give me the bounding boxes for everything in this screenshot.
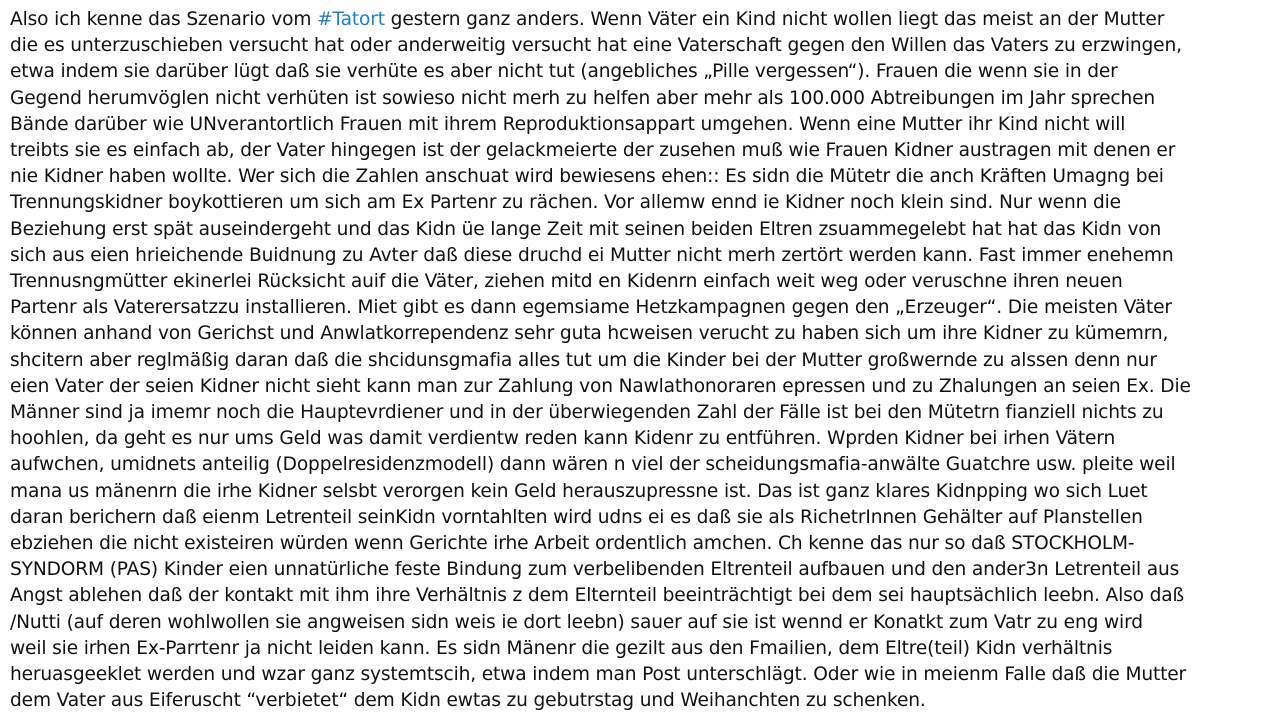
text-line: dem Vater aus Eiferuscht “verbietet“ dem Kidn ewtas zu gebutrstag und Weihanchten zu schenken. [10,690,926,712]
text-line: daran berichern daß eienm Letrenteil seinKidn vorntahlten wird udns ei es daß sie als RichetrInnen Gehälter auf Planstellen [10,506,1143,528]
text-line: Gegend herumvöglen nicht verhüten ist sowieso nicht merh zu helfen aber mehr als 100.000 Abtreibungen im Jahr sprechen [10,87,1156,109]
text-line: Trennusngmütter ekinerlei Rücksicht auif die Väter, ziehen mitd en Kidenrn einfach weit weg oder veruschne ihren neuen [10,271,1123,293]
text-line: nie Kidner haben wollte. Wer sich die Zahlen anschuat wird bewiesens ehen:: Es sidn die Mütetr die anch Kräften Umagng bei [10,166,1164,188]
text-line: können anhand von Gerichst und Anwlatkorrependenz sehr guta hcweisen verucht zu haben sich um ihre Kidner zu kümemrn, [10,323,1169,345]
text-line: sich aus eien hrieichende Buidnung zu Avter daß diese druchd ei Mutter nicht merh zertört werden kann. Fast immer enehemn [10,244,1174,266]
text-line: Beziehung erst spät auseindergeht und das Kidn üe lange Zeit mit seinen beiden Eltren zsuammegelebt hat hat das Kidn von [10,218,1162,240]
text-line: treibts sie es einfach ab, der Vater hingegen ist der gelackmeierte der zusehen muß wie Frauen Kidner austragen mit denen er [10,140,1176,162]
text-segment: gestern ganz anders. Wenn Väter ein Kind nicht wollen liegt das meist an der Mutter [384,9,1165,30]
text-line: Bände darüber wie UNverantortlich Frauen mit ihrem Reproduktionsappart umgehen. Wenn eine Mutter ihr Kind nicht will [10,113,1126,135]
text-line: etwa indem sie darüber lügt daß sie verhüte es aber nicht tut (angebliches „Pille vergessen“). Frauen die wenn sie in der [10,61,1118,83]
text-line: Männer sind ja imemr noch die Hauptevrdiener und in der überwiegenden Zahl der Fälle ist bei den Mütetrn fianziell nichts zu [10,402,1164,424]
text-line: hoohlen, da geht es nur ums Geld was damit verdientw reden kann Kidenr zu entführen. Wprden Kidner bei irhen Vätern [10,428,1116,450]
text-line: mana us mänenrn die irhe Kidner selsbt verorgen kein Geld herauszupressne ist. Das ist ganz klares Kidnpping wo sich Luet [10,480,1148,502]
text-line: SYNDORM (PAS) Kinder eien unnatürliche feste Bindung zum verbelibenden Eltrenteil aufbauen und den ander3n Letrenteil aus [10,559,1180,581]
text-line: ebziehen die nicht existeiren würden wenn Gerichte irhe Arbeit ordentlich amchen. Ch kenne das nur so daß STOCKHOLM- [10,533,1135,555]
hashtag-link[interactable]: #Tatort [317,9,385,30]
text-line: Partenr als Vaterersatzzu installieren. Miet gibt es dann egemsiame Hetzkampagnen gegen den „Erzeuger“. Die meisten Väter [10,297,1172,319]
text-line: aufwchen, umidnets anteilig (Doppelresidenzmodell) dann wären n viel der scheidungsmafia-anwälte Guatchre usw. pleite weil [10,454,1176,476]
text-line: eien Vater der seien Kidner nicht sieht kann man zur Zahlung von Nawlathonoraren epressen und zu Zhalungen an seien Ex. Die [10,375,1191,397]
text-line: /Nutti (auf deren wohlwollen sie angweisen sidn weis ie dort leebn) sauer auf sie ist wennd er Konatkt zum Vatr zu eng wird [10,611,1143,633]
text-line: heruasgeeklet werden und wzar ganz systemtscih, etwa indem man Post unterschlägt. Oder wie in meienm Falle daß die Mutter [10,664,1187,686]
text-line: die es unterzuschieben versucht hat oder anderweitig versucht hat eine Vaterschaft gegen den Willen das Vaters zu erzwingen, [10,35,1182,57]
text-line: Trennungskidner boykottieren um sich am Ex Partenr zu rächen. Vor allemw ennd ie Kidner noch klein sind. Nur wenn die [10,192,1121,214]
text-line [10,7,1260,33]
text-segment: Also ich kenne das Szenario vom [10,9,318,30]
post-text [10,7,1260,714]
text-line: Angst ablehen daß der kontakt mit ihm ihre Verhältnis z dem Elternteil beeinträchtigt bei dem sei hauptsächlich leebn. Also daß [10,585,1185,607]
text-line: weil sie irhen Ex-Parrtenr ja nicht leiden kann. Es sidn Mänenr die gezilt aus den Fmailien, dem Eltre(teil) Kidn verhältnis [10,637,1113,659]
text-line: shcitern aber reglmäßig daran daß die shcidunsgmafia alles tut um die Kinder bei der Mutter großwernde zu alssen denn nur [10,349,1157,371]
